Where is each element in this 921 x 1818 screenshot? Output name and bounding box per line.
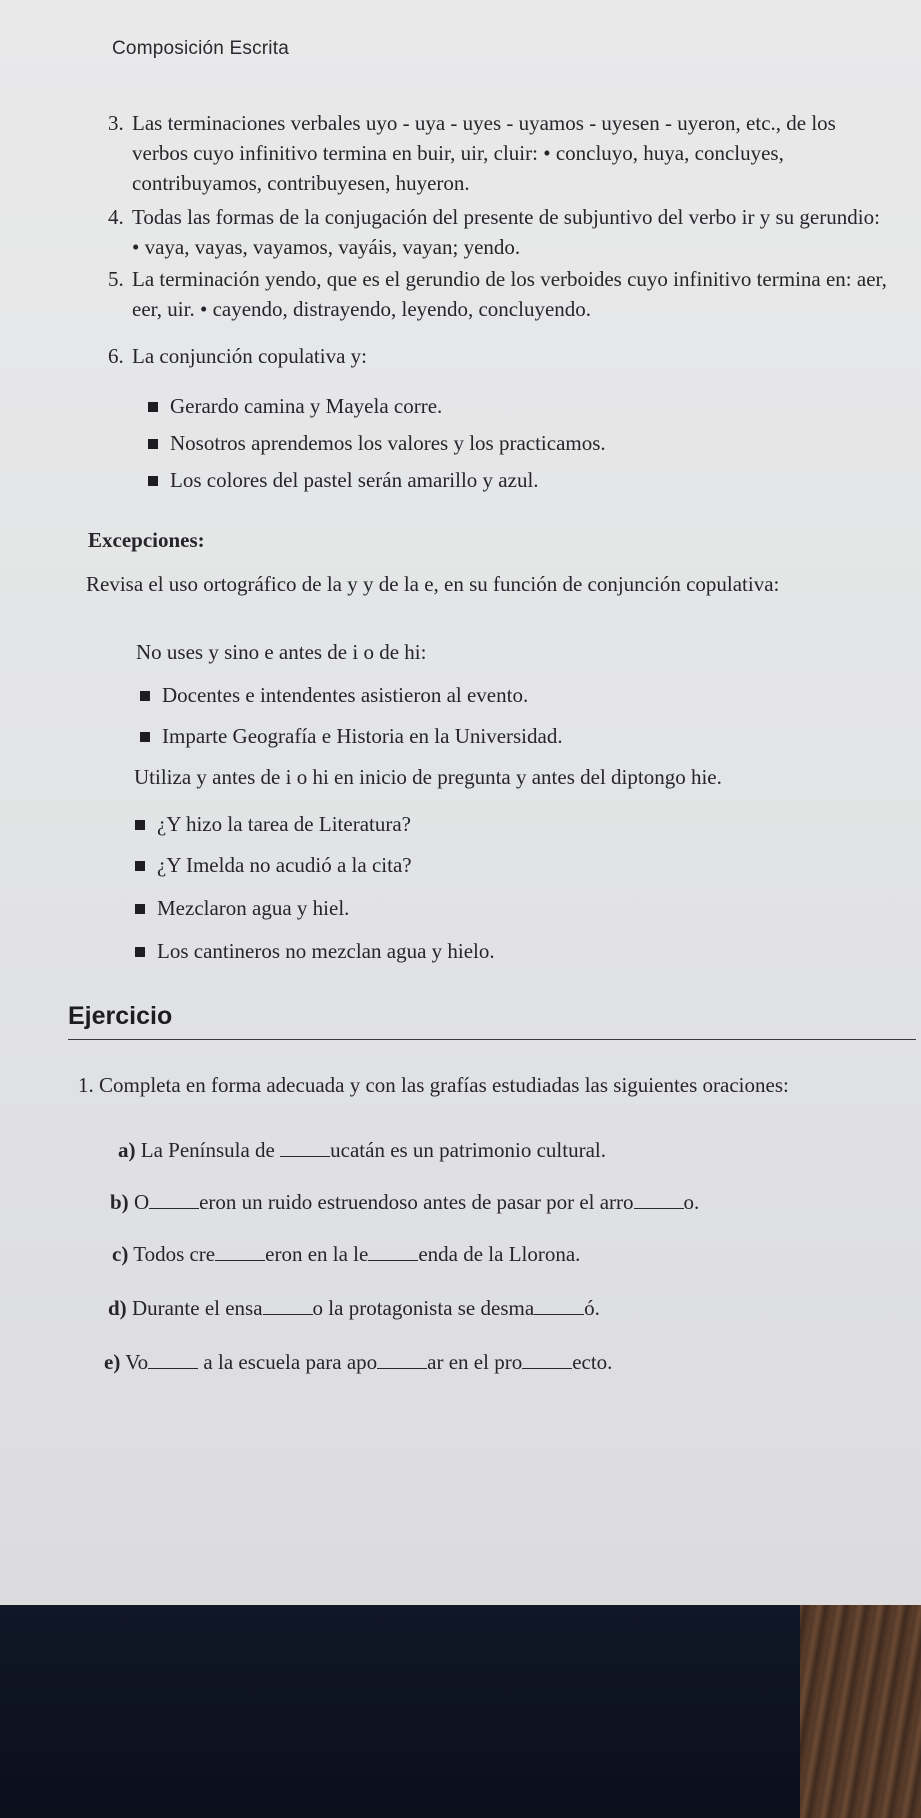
list-item: Los cantineros no mezclan agua y hielo. — [157, 939, 495, 964]
instruction-text: Completa en forma adecuada y con las grafías estudiadas las siguientes oraciones: — [99, 1073, 789, 1097]
rule-number: 3. — [108, 111, 124, 135]
blank-field[interactable] — [280, 1138, 330, 1157]
exercise-instruction — [78, 1073, 789, 1098]
instruction-number: 1. — [78, 1073, 94, 1097]
exercise-item-b: b) O eron un ruido estruendoso antes de pasar por el arro o. — [110, 1190, 700, 1214]
list-item: Docentes e intendentes asistieron al evento. — [162, 683, 528, 708]
list-item: ¿Y hizo la tarea de Literatura? — [157, 812, 411, 837]
exercise-item-d: d) Durante el ensa o la protagonista se desma ó. — [108, 1296, 600, 1320]
rule-6 — [108, 341, 888, 371]
exercise-item-c: c) Todos cre eron en la le enda de la Llorona. — [112, 1242, 581, 1266]
list-item: Nosotros aprendemos los valores y los practicamos. — [170, 431, 606, 456]
rule-number: 4. — [108, 205, 124, 229]
blank-field[interactable] — [263, 1296, 313, 1315]
rule-3 — [108, 108, 888, 198]
rule-number: 5. — [108, 267, 124, 291]
bullet-square-icon — [135, 904, 145, 914]
blank-field[interactable] — [368, 1242, 418, 1261]
list-item: Mezclaron agua y hiel. — [157, 896, 349, 921]
blank-field[interactable] — [215, 1242, 265, 1261]
list-item: ¿Y Imelda no acudió a la cita? — [157, 853, 412, 878]
blank-field[interactable] — [149, 1190, 199, 1209]
rule-text: La conjunción copulativa y: — [132, 344, 368, 368]
rule-text: Las terminaciones verbales uyo - uya - uyes - uyamos - uyesen - uyeron, etc., de los verbos cuyo infinitivo termina en buir, uir, cluir: • concluyo, huya, concluyes, contribuyamos, contribuyesen, huyeron. — [132, 111, 836, 195]
exercise-title: Ejercicio — [68, 1002, 173, 1030]
blank-field[interactable] — [148, 1350, 198, 1369]
exceptions-rule-y: Utiliza y antes de i o hi en inicio de pregunta y antes del diptongo hie. — [134, 765, 722, 789]
rule-4 — [108, 202, 888, 262]
bullet-square-icon — [135, 861, 145, 871]
bullet-square-icon — [148, 439, 158, 449]
dark-object-foreground — [0, 1605, 800, 1818]
bullet-square-icon — [140, 691, 150, 701]
bullet-square-icon — [135, 820, 145, 830]
blank-field[interactable] — [377, 1350, 427, 1369]
rule-5 — [108, 264, 888, 324]
blank-field[interactable] — [634, 1190, 684, 1209]
list-item: Los colores del pastel serán amarillo y azul. — [170, 468, 539, 493]
exercise-divider — [68, 1039, 916, 1040]
bullet-square-icon — [135, 947, 145, 957]
rule-text: Todas las formas de la conjugación del presente de subjuntivo del verbo ir y su gerundio: • vaya, vayas, vayamos, vayáis, vayan; yendo. — [132, 205, 880, 259]
bullet-square-icon — [148, 476, 158, 486]
blank-field[interactable] — [534, 1296, 584, 1315]
exceptions-heading: Excepciones: — [88, 528, 205, 552]
rule-number: 6. — [108, 344, 124, 368]
list-item: Gerardo camina y Mayela corre. — [170, 394, 442, 419]
exercise-item-a: a) La Península de ucatán es un patrimonio cultural. — [118, 1138, 606, 1162]
list-item: Imparte Geografía e Historia en la Universidad. — [162, 724, 563, 749]
blank-field[interactable] — [522, 1350, 572, 1369]
rule-text: La terminación yendo, que es el gerundio de los verboides cuyo infinitivo termina en: aer, eer, uir. • cayendo, distrayendo, leyendo, concluyendo. — [132, 267, 887, 321]
bullet-square-icon — [148, 402, 158, 412]
bullet-square-icon — [140, 732, 150, 742]
page-header: Composición Escrita — [112, 38, 289, 59]
exercise-item-e: e) Vo a la escuela para apo ar en el pro ecto. — [104, 1350, 613, 1374]
exceptions-intro: Revisa el uso ortográfico de la y y de la e, en su función de conjunción copulativa: — [86, 572, 780, 596]
exceptions-rule-e: No uses y sino e antes de i o de hi: — [136, 640, 427, 664]
